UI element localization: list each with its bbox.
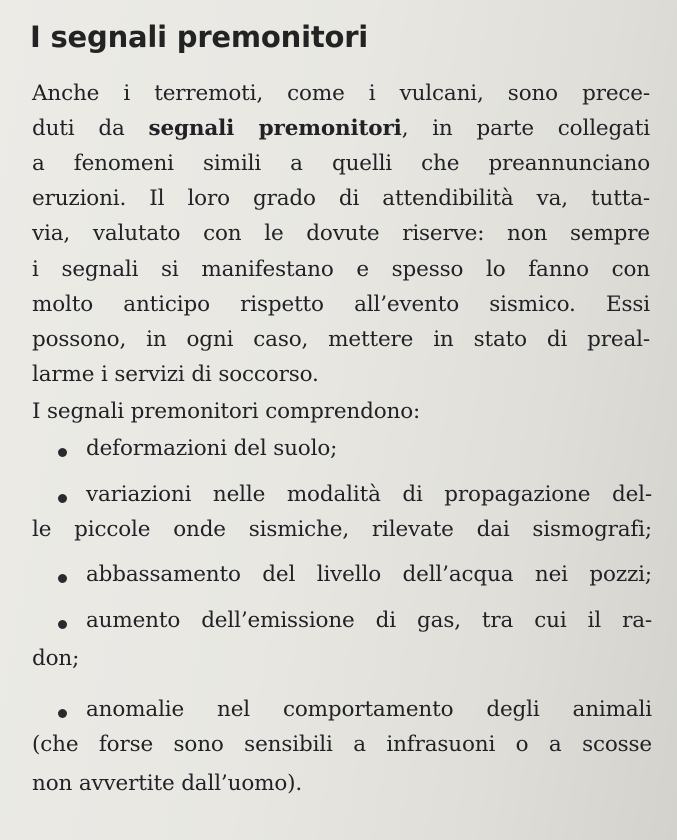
paragraph-line-6: i segnali si manifestano e spesso lo fanno con <box>32 257 650 282</box>
paragraph-line-3: a fenomeni simili a quelli che preannunciano <box>32 151 650 176</box>
bullet-item-5-line-3: non avvertite dall’uomo). <box>32 771 303 796</box>
bullet-item-3: abbassamento del livello dell’acqua nei pozzi; <box>86 562 652 587</box>
text: , in parte collegati <box>401 116 650 141</box>
paragraph-line-5: via, valutato con le dovute riserve: non sempre <box>32 221 650 246</box>
bullet-item-4-line-2: don; <box>32 646 80 671</box>
paragraph-line-4: eruzioni. Il loro grado di attendibilità va, tutta- <box>32 186 650 211</box>
bullet-item-2-line-1: variazioni nelle modalità di propagazione del- <box>86 482 652 507</box>
bullet-icon <box>58 574 67 583</box>
paragraph-line-7: molto anticipo rispetto all’evento sismico. Essi <box>32 292 650 317</box>
bold-term: segnali premonitori <box>148 116 402 141</box>
bullet-icon <box>58 620 67 629</box>
bullet-item-5-line-2: (che forse sono sensibili a infrasuoni o a scosse <box>32 732 652 757</box>
bullet-icon <box>58 448 67 457</box>
paragraph-line-2 <box>32 115 650 143</box>
bullet-icon <box>58 709 67 718</box>
paragraph-line-1: Anche i terremoti, come i vulcani, sono prece- <box>32 81 650 106</box>
bullet-item-5-line-1: anomalie nel comportamento degli animali <box>86 697 652 722</box>
list-intro: I segnali premonitori comprendono: <box>32 399 421 424</box>
bullet-item-4-line-1: aumento dell’emissione di gas, tra cui il ra- <box>86 608 652 633</box>
paragraph-line-8: possono, in ogni caso, mettere in stato di preal- <box>32 327 650 352</box>
bullet-item-1: deformazioni del suolo; <box>86 436 338 461</box>
paragraph-line-9: larme i servizi di soccorso. <box>32 362 319 387</box>
bullet-icon <box>58 494 67 503</box>
bullet-item-2-line-2: le piccole onde sismiche, rilevate dai sismografi; <box>32 517 652 542</box>
section-title: I segnali premonitori <box>30 20 369 54</box>
text: duti da <box>32 116 149 141</box>
